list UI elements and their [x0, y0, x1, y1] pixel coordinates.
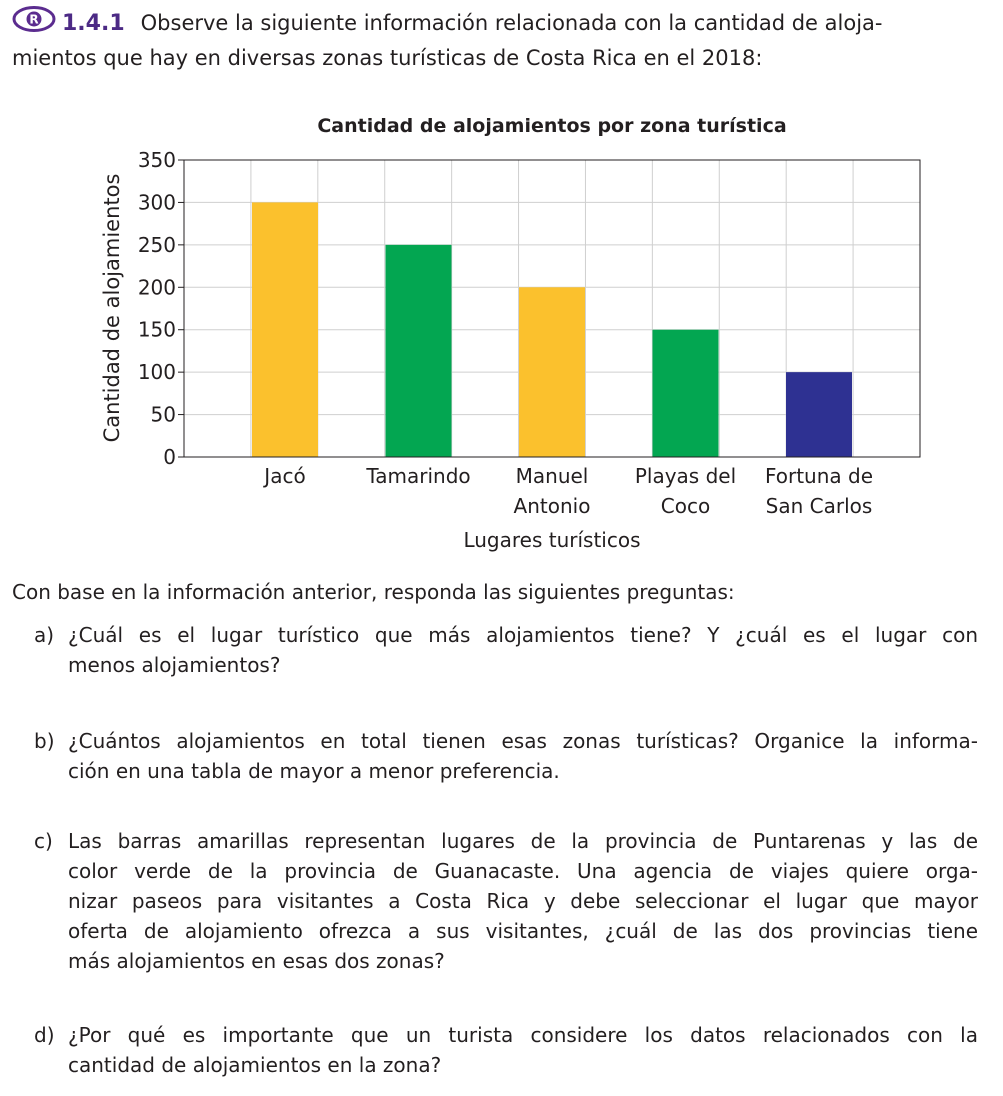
- y-tick-label: 350: [137, 148, 176, 172]
- question-c-letter: c): [34, 829, 53, 853]
- x-tick-label: Fortuna de: [764, 464, 874, 488]
- bar: [386, 245, 452, 457]
- question-c-line-2: color verde de la provincia de Guanacaste. Una agencia de viajes quiere orga-: [68, 859, 978, 883]
- intro-line-2: mientos que hay en diversas zonas turísticas de Costa Rica en el 2018:: [12, 46, 763, 70]
- question-a: [34, 620, 978, 680]
- question-c-line-1: Las barras amarillas representan lugares de la provincia de Puntarenas y las de: [68, 829, 978, 853]
- y-tick-label: 200: [137, 275, 176, 300]
- question-d: [34, 1020, 978, 1080]
- questions-intro: Con base en la información anterior, responda las siguientes preguntas:: [12, 580, 735, 604]
- y-tick-label: 0: [163, 445, 176, 469]
- y-tick-label: 250: [137, 232, 176, 257]
- x-axis-label: Lugares turísticos: [463, 528, 641, 552]
- y-axis-label: Cantidad de alojamientos: [100, 173, 124, 443]
- exercise-number: 1.4.1: [62, 11, 125, 36]
- question-a-line-2: menos alojamientos?: [68, 653, 281, 677]
- bar: [653, 330, 719, 457]
- bar: [786, 372, 852, 457]
- bar: [252, 202, 318, 457]
- x-tick-label: Manuel: [515, 464, 589, 488]
- y-tick-label: 150: [137, 317, 176, 342]
- x-tick-label: Playas del: [634, 464, 737, 488]
- x-tick-label: Antonio: [513, 494, 591, 518]
- question-c-line-4: oferta de alojamiento ofrezca a sus visitantes, ¿cuál de las dos provincias tiene: [68, 919, 978, 943]
- question-b-letter: b): [34, 729, 55, 753]
- x-tick-label: Tamarindo: [366, 464, 471, 488]
- y-tick-label: 100: [137, 360, 176, 385]
- y-tick-label: 300: [137, 190, 176, 215]
- question-a-letter: a): [34, 623, 55, 647]
- y-tick-label: 50: [150, 402, 176, 427]
- question-a-line-1: ¿Cuál es el lugar turístico que más alojamientos tiene? Y ¿cuál es el lugar con: [68, 623, 978, 647]
- question-b: [34, 726, 978, 786]
- question-c-line-3: nizar paseos para visitantes a Costa Rica y debe seleccionar el lugar que mayor: [68, 889, 978, 913]
- question-c: [34, 826, 978, 976]
- chart-title: Cantidad de alojamientos por zona turística: [317, 115, 787, 137]
- x-tick-label: Coco: [660, 494, 711, 518]
- intro-text-1: Observe la siguiente información relacionada con la cantidad de aloja-: [140, 11, 883, 35]
- question-b-line-2: ción en una tabla de mayor a menor preferencia.: [68, 759, 560, 783]
- question-d-letter: d): [34, 1023, 55, 1047]
- question-d-line-1: ¿Por qué es importante que un turista considere los datos relacionados con la: [68, 1023, 978, 1047]
- question-b-line-1: ¿Cuántos alojamientos en total tienen esas zonas turísticas? Organice la informa-: [68, 729, 978, 753]
- x-tick-label: Jacó: [264, 464, 306, 488]
- bar: [519, 287, 585, 457]
- badge-letter: R: [29, 12, 39, 27]
- question-d-line-2: cantidad de alojamientos en la zona?: [68, 1053, 442, 1077]
- question-c-line-5: más alojamientos en esas dos zonas?: [68, 949, 445, 973]
- x-tick-label: San Carlos: [765, 494, 873, 518]
